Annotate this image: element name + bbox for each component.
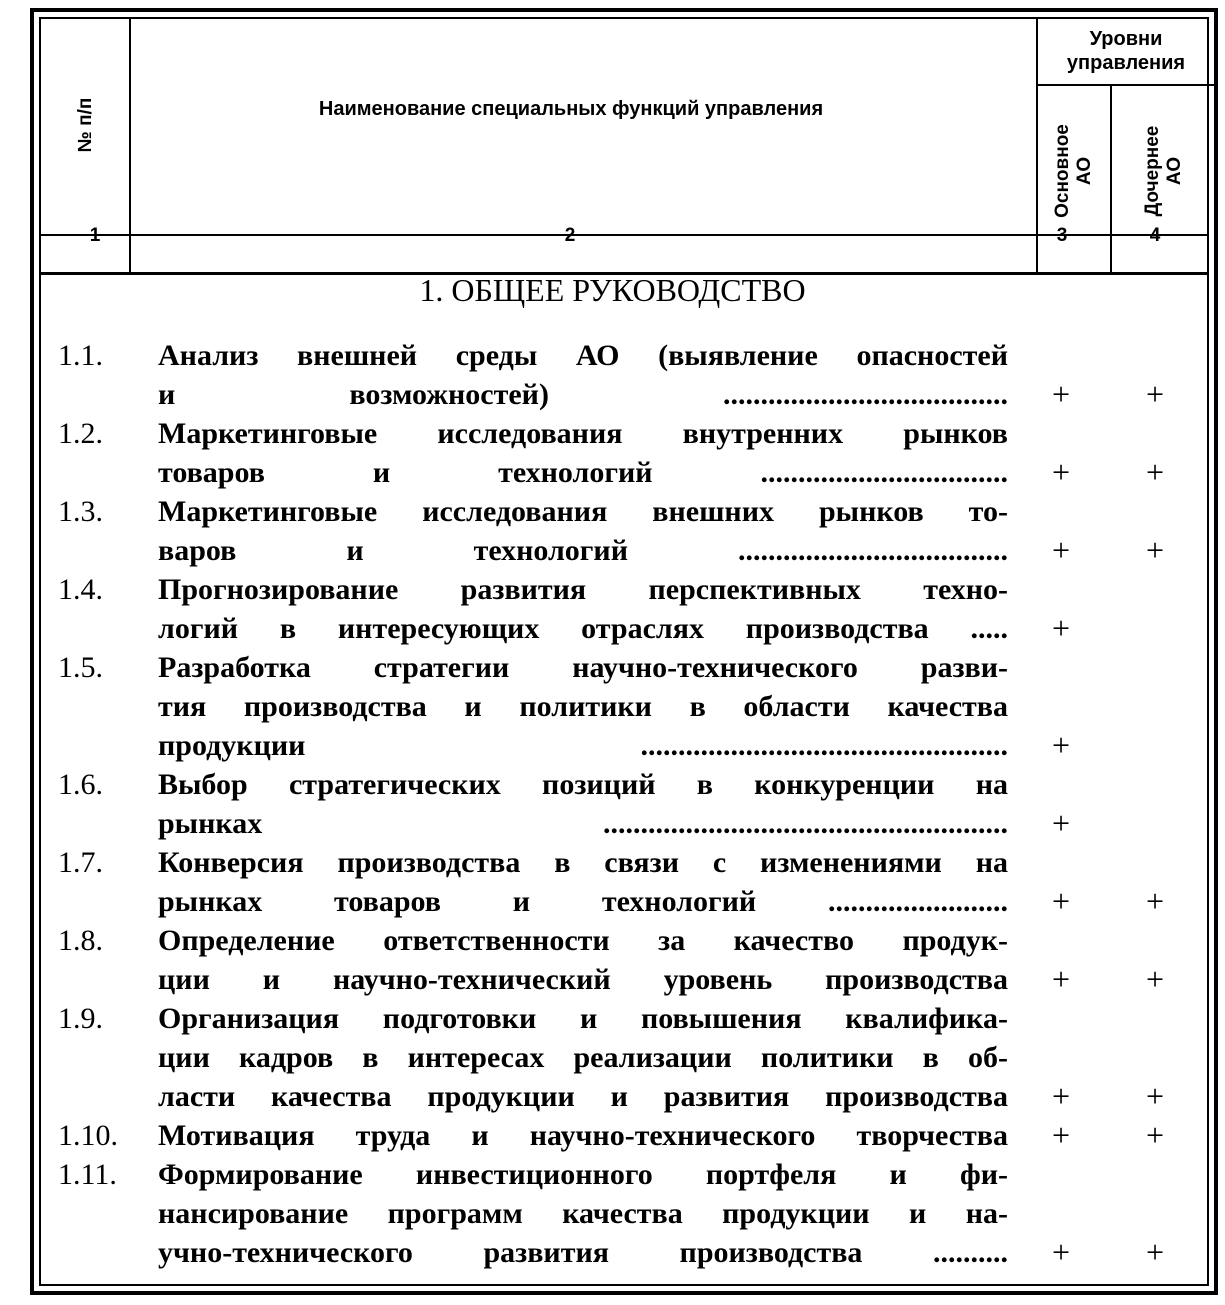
row-text-line: варов и технологий .................................... xyxy=(158,534,1008,567)
row-text-line: Организация подготовки и повышения квалифика- xyxy=(158,1002,1008,1035)
row-function-text xyxy=(158,999,1008,1116)
subsidiary-ao-mark: + xyxy=(1146,532,1165,568)
col-divider xyxy=(1110,234,1112,272)
col-divider xyxy=(129,234,131,272)
col-divider xyxy=(129,19,131,234)
row-text-line: рынках товаров и технологий ........................ xyxy=(158,885,1008,918)
column-number-2: 2 xyxy=(564,225,576,246)
row-function-text xyxy=(158,570,1008,648)
header-main-ao: Основное АО xyxy=(1052,124,1095,218)
row-function-text xyxy=(158,492,1008,570)
row-text-line: логий в интересующих отраслях производства ..... xyxy=(158,612,1008,645)
row-number: 1.6. xyxy=(58,768,103,801)
subsidiary-ao-mark: + xyxy=(1146,454,1165,490)
header-levels: Уровни управления xyxy=(1066,28,1186,74)
header-function-name: Наименование специальных функций управления xyxy=(318,98,824,120)
row-function-text xyxy=(158,765,1008,843)
row-text-line: ласти качества продукции и развития производства xyxy=(158,1080,1008,1113)
main-ao-mark: + xyxy=(1052,376,1071,412)
row-text-line: Разработка стратегии научно-технического разви- xyxy=(158,651,1008,684)
row-text-line: ции и научно-технический уровень производства xyxy=(158,963,1008,996)
main-ao-mark: + xyxy=(1052,805,1071,841)
main-ao-mark: + xyxy=(1052,727,1071,763)
subsidiary-ao-mark: + xyxy=(1146,1078,1165,1114)
col-divider xyxy=(1110,84,1112,234)
row-text-line: Мотивация труда и научно-технического творчества xyxy=(158,1119,1008,1152)
subsidiary-ao-mark: + xyxy=(1146,376,1165,412)
row-number: 1.1. xyxy=(58,339,103,372)
row-text-line: Конверсия производства в связи с изменениями на xyxy=(158,846,1008,879)
main-ao-mark: + xyxy=(1052,883,1071,919)
row-text-line: товаров и технологий ................................. xyxy=(158,456,1008,489)
row-text-line: ции кадров в интересах реализации политики в об- xyxy=(158,1041,1008,1074)
row-number: 1.10. xyxy=(58,1119,118,1152)
subsidiary-ao-mark: + xyxy=(1146,1234,1165,1270)
main-ao-mark: + xyxy=(1052,1117,1071,1153)
column-number-1: 1 xyxy=(89,225,101,246)
row-number: 1.11. xyxy=(58,1158,117,1191)
row-number: 1.7. xyxy=(58,846,103,879)
column-number-row xyxy=(41,234,1207,275)
row-text-line: тия производства и политики в области качества xyxy=(158,690,1008,723)
main-ao-mark: + xyxy=(1052,1078,1071,1114)
levels-divider xyxy=(1036,84,1216,86)
row-text-line: Определение ответственности за качество продук- xyxy=(158,924,1008,957)
row-function-text xyxy=(158,1116,1008,1155)
row-function-text xyxy=(158,336,1008,414)
column-number-4: 4 xyxy=(1149,225,1161,246)
column-number-3: 3 xyxy=(1056,225,1068,246)
row-text-line: и возможностей) ...................................... xyxy=(158,378,1008,411)
row-text-line: Формирование инвестиционного портфеля и фи- xyxy=(158,1158,1008,1191)
row-function-text xyxy=(158,414,1008,492)
subsidiary-ao-mark: + xyxy=(1146,883,1165,919)
row-number: 1.9. xyxy=(58,1002,103,1035)
header-subsidiary-ao: Дочернее АО xyxy=(1142,125,1185,217)
col-divider xyxy=(1036,19,1038,234)
main-ao-mark: + xyxy=(1052,961,1071,997)
header-num: № п/п xyxy=(75,97,96,153)
row-text-line: продукции ................................................. xyxy=(158,729,1008,762)
row-text-line: Прогнозирование развития перспективных техно- xyxy=(158,573,1008,606)
row-function-text xyxy=(158,1155,1008,1272)
row-function-text xyxy=(158,648,1008,765)
row-number: 1.5. xyxy=(58,651,103,684)
row-text-line: нансирование программ качества продукции и на- xyxy=(158,1197,1008,1230)
table-header xyxy=(41,19,1207,236)
row-text-line: рынках ...................................................... xyxy=(158,807,1008,840)
row-text-line: Маркетинговые исследования внутренних рынков xyxy=(158,417,1008,450)
row-text-line: Выбор стратегических позиций в конкуренции на xyxy=(158,768,1008,801)
row-function-text xyxy=(158,921,1008,999)
section-title: 1. ОБЩЕЕ РУКОВОДСТВО xyxy=(419,272,806,308)
row-number: 1.4. xyxy=(58,573,103,606)
main-ao-mark: + xyxy=(1052,454,1071,490)
row-number: 1.2. xyxy=(58,417,103,450)
row-number: 1.8. xyxy=(58,924,103,957)
row-text-line: Маркетинговые исследования внешних рынков то- xyxy=(158,495,1008,528)
main-ao-mark: + xyxy=(1052,1234,1071,1270)
row-function-text xyxy=(158,843,1008,921)
main-ao-mark: + xyxy=(1052,610,1071,646)
row-text-line: Анализ внешней среды АО (выявление опасностей xyxy=(158,339,1008,372)
subsidiary-ao-mark: + xyxy=(1146,1117,1165,1153)
row-text-line: учно-технического развития производства .......... xyxy=(158,1236,1008,1269)
row-number: 1.3. xyxy=(58,495,103,528)
main-ao-mark: + xyxy=(1052,532,1071,568)
subsidiary-ao-mark: + xyxy=(1146,961,1165,997)
